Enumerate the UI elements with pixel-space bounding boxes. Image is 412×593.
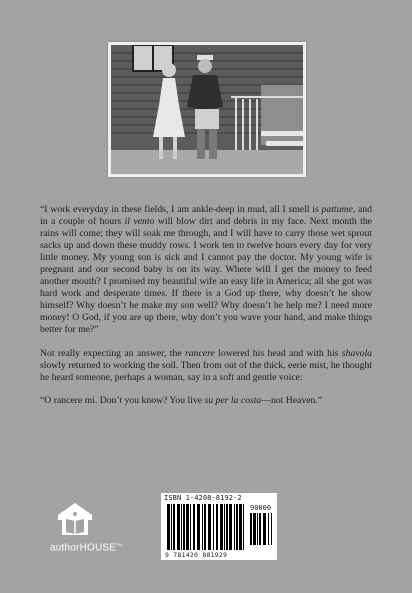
story-passage [40,204,372,418]
passage-paragraph-2: Not really expecting an answer, the rancere lowered his head and with his shavola slowly returned to working the soil. Then from out of the thick, eerie mist, he thought he heard someone, perhaps a woman, say in a soft and gentle voice: [40,347,372,383]
publisher-name: authorHOUSE™ [50,542,123,554]
barcode-bars [167,504,247,550]
price-code: 90000 [250,504,272,512]
couple-photograph [108,42,306,177]
photograph-image [111,45,303,174]
isbn-label: ISBN 1-4208-8192-2 [164,494,242,502]
passage-paragraph-3: “O rancere mi. Don’t you know? You live su per la costa—not Heaven.” [40,394,323,406]
passage-paragraph-1: “I work everyday in these fields, I am ankle-deep in mud, all I smell is pattume, and in a couple of hours il vento will blow dirt and debris in my face. Next month the rains will come; they will soak me through, and I will have to carry those wet sprout sacks up and down these muddy rows. I work ten to twelve hours every day for very little money. My young son is sick and I cannot pay the doctor. My young wife is pregnant and our second baby is on its way. Where will I get the money to feed another mouth? I promised my beautiful wife an easy life in America; all she got was hard work and desperate times. If there is a God up there, why doesn’t he show himself? Why doesn’t he make my son well? Why doesn’t he help me? I need more money! O God, if you are up there, why don’t you wave your hand, and make things better for me?” [40,204,372,336]
price-barcode-bars [250,513,274,545]
barcode-digits: 9 781420 881929 [165,551,228,559]
